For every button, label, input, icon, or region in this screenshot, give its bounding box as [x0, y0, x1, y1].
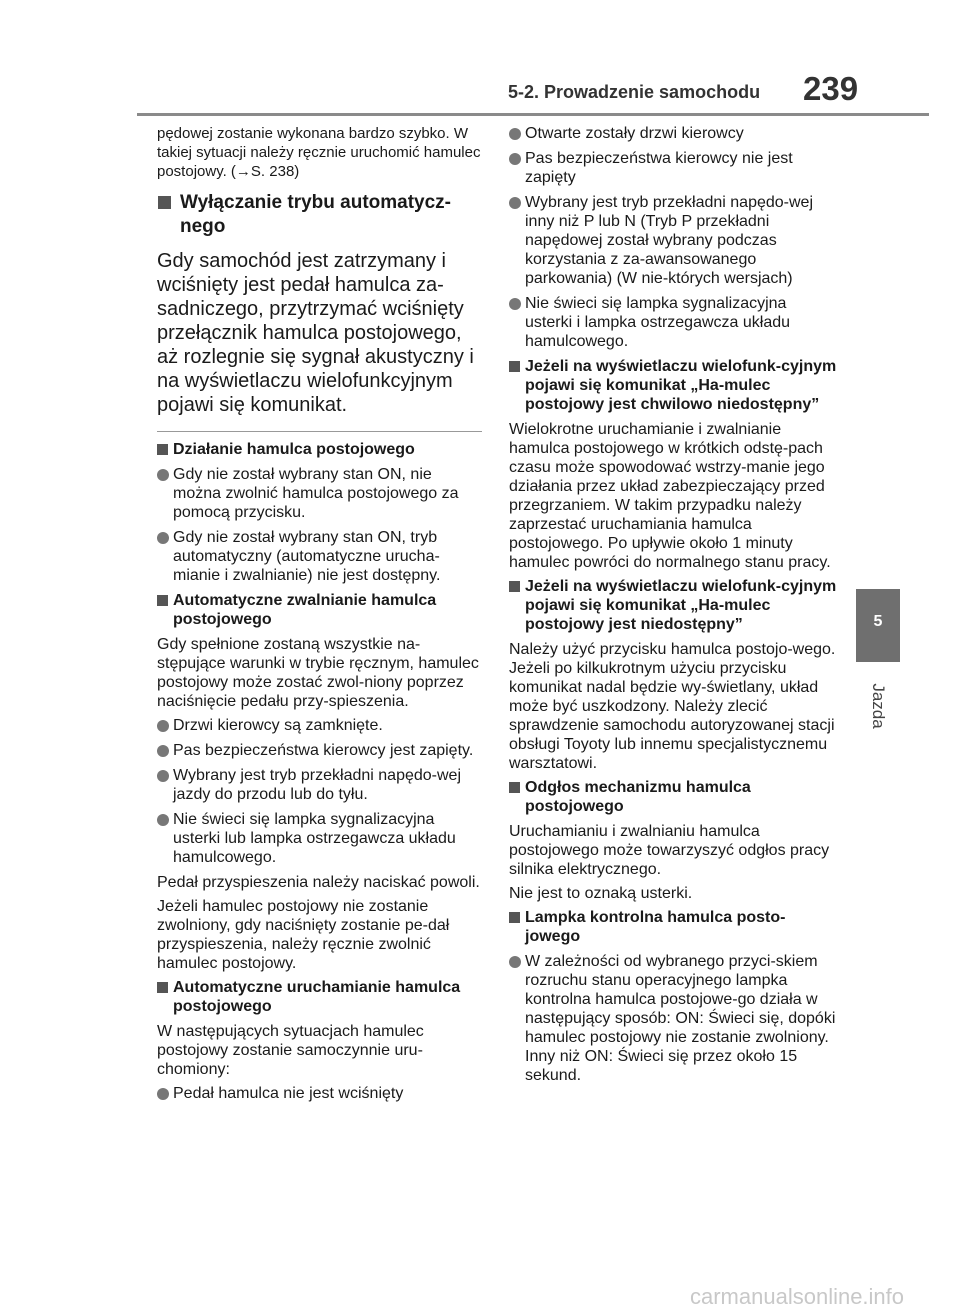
- bullet-item: Nie świeci się lampka sygnalizacyjna usterki i lampka ostrzegawcza układu hamulcowego.: [509, 294, 837, 351]
- paragraph: pędowej zostanie wykonana bardzo szybko. W takiej sytuacji należy ręcznie uruchomić hamulec postojowy. (→S. 238): [157, 125, 481, 180]
- bullet-item: Pas bezpieczeństwa kierowcy jest zapięty.: [157, 741, 482, 760]
- left-column: [157, 124, 482, 1109]
- bullet-item: Nie świeci się lampka sygnalizacyjna usterki lub lampka ostrzegawcza układu hamulcowego.: [157, 810, 482, 867]
- subsection-heading: Automatyczne uruchamianie hamulca postojowego: [157, 978, 482, 1016]
- section-heading: Wyłączanie trybu automatycz-nego: [157, 191, 482, 239]
- subsection-heading: Jeżeli na wyświetlaczu wielofunk-cyjnym pojawi się komunikat „Ha-mulec postojowy jest chwilowo niedostępny”: [509, 357, 837, 414]
- section-divider: [157, 431, 482, 432]
- subsection-heading: Jeżeli na wyświetlaczu wielofunk-cyjnym pojawi się komunikat „Ha-mulec postojowy jest niedostępny”: [509, 577, 837, 634]
- bullet-item: Pedał hamulca nie jest wciśnięty: [157, 1084, 482, 1103]
- bullet-item: W zależności od wybranego przyci-skiem rozruchu stanu operacyjnego lampka kontrolna hamulca postojowe-go działa w następujący sposób: ON: Świeci się, dopóki hamulec postojowy nie zostanie zwolniony. Inny niż ON: Świeci się przez około 15 sekund.: [509, 952, 837, 1085]
- bullet-item: Wybrany jest tryb przekładni napędo-wej inny niż P lub N (Tryb P przekładni napędowej został wybrany podczas korzystania z za-awansowanego parkowania) (W nie-których wersjach): [509, 193, 837, 288]
- paragraph: Nie jest to oznaką usterki.: [509, 885, 693, 902]
- chapter-label-text: Jazda: [869, 683, 888, 729]
- paragraph: Należy użyć przycisku hamulca postojo-wego. Jeżeli po kilkukrotnym użyciu przycisku komunikat nadal będzie wy-świetlany, układ może być uszkodzony. Należy zlecić sprawdzenie samochodu autoryzowanej stacji obsługi Toyoty lub innemu specjalistycznemu warsztatowi.: [509, 641, 836, 772]
- paragraph: Uruchamianiu i zwalnianiu hamulca postojowego może towarzyszyć odgłos pracy silnika elektrycznego.: [509, 823, 830, 878]
- chapter-number: 5: [873, 613, 883, 630]
- subsection-heading: Odgłos mechanizmu hamulca postojowego: [509, 778, 837, 816]
- chapter-label: [862, 676, 894, 736]
- paragraph: Pedał przyspieszenia należy naciskać powoli.: [157, 874, 480, 891]
- bullet-item: Pas bezpieczeństwa kierowcy nie jest zapięty: [509, 149, 837, 187]
- section-title: 5-2. Prowadzenie samochodu: [508, 82, 761, 102]
- bullet-item: Wybrany jest tryb przekładni napędo-wej jazdy do przodu lub do tyłu.: [157, 766, 482, 804]
- paragraph: Jeżeli hamulec postojowy nie zostanie zwolniony, gdy naciśnięty zostanie pe-dał przyspieszenia, należy ręcznie zwolnić hamulec postojowy.: [157, 898, 450, 972]
- bullet-item: Drzwi kierowcy są zamknięte.: [157, 716, 482, 735]
- watermark: carmanualsonline.info: [690, 1284, 905, 1309]
- subsection-heading: Działanie hamulca postojowego: [157, 440, 482, 459]
- bullet-item: Gdy nie został wybrany stan ON, nie można zwolnić hamulca postojowego za pomocą przycisku.: [157, 465, 482, 522]
- subsection-heading: Lampka kontrolna hamulca posto-jowego: [509, 908, 837, 946]
- paragraph: Gdy spełnione zostaną wszystkie na-stępujące warunki w trybie ręcznym, hamulec postojowy może zostać zwol-niony poprzez naciśnięcie pedału przy-spieszenia.: [157, 636, 479, 710]
- bullet-item: Gdy nie został wybrany stan ON, tryb automatyczny (automatyczne urucha-mianie i zwalnianie) nie jest dostępny.: [157, 528, 482, 585]
- subsection-heading: Automatyczne zwalnianie hamulca postojowego: [157, 591, 482, 629]
- bullet-item: Otwarte zostały drzwi kierowcy: [509, 124, 837, 143]
- right-column: [509, 124, 837, 1091]
- header-divider: [137, 113, 929, 116]
- paragraph: Wielokrotne uruchamianie i zwalnianie hamulca postojowego w krótkich odstę-pach czasu może spowodować wstrzy-manie jego działania przez układ zabezpieczający przed przegrzaniem. W takim przypadku należy zaprzestać uruchamiania hamulca postojowego. Po upływie około 1 minuty hamulec powróci do normalnego stanu pracy.: [509, 421, 831, 571]
- chapter-tab: [856, 589, 900, 662]
- paragraph: W następujących sytuacjach hamulec postojowy zostanie samoczynnie uru-chomiony:: [157, 1023, 424, 1078]
- page-number: 239: [803, 70, 859, 107]
- instruction-paragraph: Gdy samochód jest zatrzymany i wciśnięty jest pedał hamulca za-sadniczego, przytrzymać wciśnięty przełącznik hamulca postojowego, aż rozlegnie się sygnał akustyczny i na wyświetlaczu wielofunkcyjnym pojawi się komunikat.: [157, 250, 474, 416]
